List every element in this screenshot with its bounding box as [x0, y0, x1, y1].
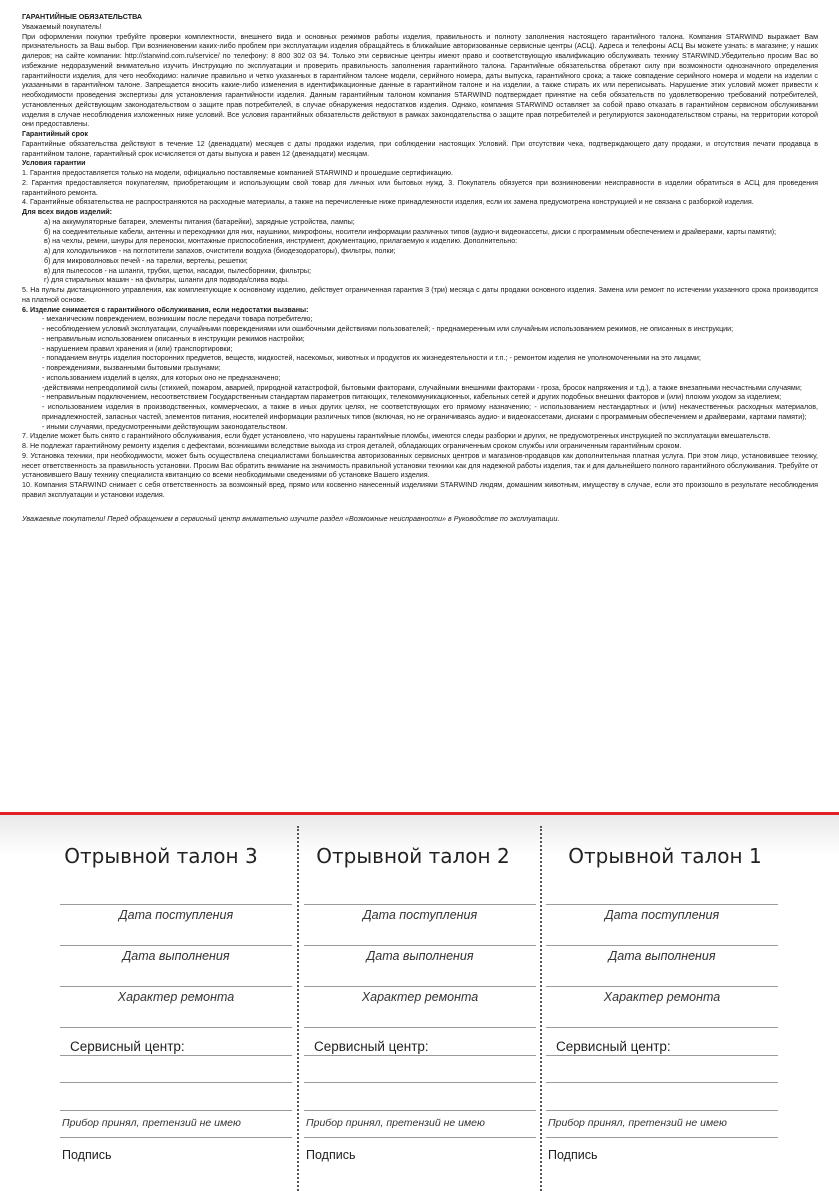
field-rule — [60, 1027, 292, 1028]
all-types-heading: Для всех видов изделий: — [22, 208, 112, 216]
signature-rule[interactable] — [546, 1137, 778, 1138]
field-rule — [60, 945, 292, 946]
exclusion-b: б) на соединительные кабели, антенны и переходники для них, наушники, микрофоны, носители информации различных типов (аудио-и видеокассеты, диски с программным обеспечением и драйверами, карты памяти); — [44, 227, 777, 236]
date-completed-label: Дата выполнения — [608, 949, 716, 963]
greeting: Уважаемый покупатель! — [22, 22, 102, 31]
service-center-label: Сервисный центр: — [70, 1039, 185, 1054]
accepted-label: Прибор принял, претензий не имею — [62, 1117, 241, 1129]
service-center-rule[interactable] — [60, 1055, 292, 1056]
field-rule — [304, 986, 536, 987]
field-rule — [304, 904, 536, 905]
field-rule — [546, 986, 778, 987]
accepted-rule[interactable] — [304, 1110, 536, 1111]
condition-9: 9. Установка техники, при необходимости, может быть осуществлена специалистами большинства авторизованных сервисных центров и магазинов-продавцов как дополнительная платная услуга. При этом лицо, установившее технику, несет ответственность за правильность установки. Просим Вас обратить внимание на значимость правильной установки техники как для надежной работы изделия, так и для дальнейшего полного гарантийного обслуживания. Требуйте от установившего Вашу технику специалиста квитанцию со всеми необходимыми сведениями об установке Вашего изделия. — [22, 451, 818, 480]
date-received-label: Дата поступления — [118, 908, 234, 922]
signature-label: Подпись — [548, 1148, 598, 1162]
condition-2: 2. Гарантия предоставляется покупателям, приобретающим и использующим свой товар для личных или бытовых нужд. 3. Покупатель обязуется при возникновении неисправности в изделии обратиться в АСЦ для проведения гарантийного ремонта. — [22, 178, 818, 197]
term-paragraph: Гарантийные обязательства действуют в течение 12 (двенадцати) месяцев с даты продажи изделия, при соблюдении настоящих Условий. При отсутствии чека, подтверждающего дату продажи, и отсутствия печати продавца в гарантийном талоне, гарантийный срок исчисляется от даты выпуска и равен 12 (двенадцати) месяцам. — [22, 139, 818, 158]
exclusion-microwave: б) для микроволновых печей - на тарелки, вертелы, решетки; — [44, 256, 248, 265]
service-center-rule[interactable] — [304, 1055, 536, 1056]
coupon-title: Отрывной талон 1 — [568, 844, 762, 868]
defect-3: - неправильным использованием описанных в инструкции режимов настройки; — [42, 334, 305, 343]
defect-1: - механическим повреждением, возникшим после передачи товара потребителю; — [42, 315, 313, 324]
condition-5: 5. На пульты дистанционного управления, как комплектующие к основному изделию, действует ограниченная гарантия 3 (три) месяца с даты продажи основного изделия. Замена или ремонт по истечении указанного срока производится на платной основе. — [22, 286, 818, 304]
field-rule — [546, 1027, 778, 1028]
condition-4: 4. Гарантийные обязательства не распространяются на расходные материалы, а также на перечисленные ниже принадлежности изделия, если их замена предусмотрена конструкцией и не связана с разборкой изделия. — [22, 198, 754, 207]
accepted-label: Прибор принял, претензий не имею — [548, 1117, 727, 1129]
exclusion-fridge: а) для холодильников - на поглотители запахов, очистители воздуха (биодезодораторы), фильтры, полки; — [44, 247, 396, 255]
defect-7: - использованием изделий в целях, для которых оно не предназначено; — [42, 373, 281, 382]
coupon-title: Отрывной талон 3 — [64, 844, 258, 868]
intro-paragraph: При оформлении покупки требуйте проверки комплектности, внешнего вида и основных режимов работы изделия, правильность и полноту заполнения настоящего гарантийного талона. Компания STARWIND выражает Вам признательность за Ваш выбор. При возникновении каких-либо проблем при эксплуатации изделия обращайтесь в ближайшие авторизованные сервисные центры (АСЦ). Адреса и телефоны АСЦ Вы можете узнать: в магазине; у наших дилеров; на сайте компании: http://starwind.com.ru/service/ по телефону: 8 800 302 03 94. Только эти сервисные центры имеют право и соответствующую квалификацию обслуживать технику STARWIND.Убедительно просим Вас во избежание недоразумений внимательно изучить Инструкцию по эксплуатации и проверить правильность заполнения гарантийного талона. Гарантийные обязательства обретают силу при возможности однозначного определения гарантийности изделия, для чего необходимо: наличие правильно и четко указанных в гарантийном талоне модели, серийного номера, даты выпуска, гарантийного срока; а также совпадение серийного номера и модели на изделии с указанными в гарантийном талоне. Запрещается вносить какие-либо изменения в идентификационные данные в гарантийном талоне и на изделии, а также стирать их или переписывать. Нарушение этих условий может привести к необходимости проведения экспертизы для установления гарантийности изделия. Данным гарантийным талоном компания STARWIND подтверждает принятие на себя обязательств по удовлетворению требований потребителей, установленных действующим законодательством о защите прав потребителей, в случае обнаружения недостатков изделия. Однако, компания STARWIND оставляет за собой право отказать в гарантийном сервисном обслуживании изделия в случае несоблюдения изложенных ниже условий. Все условия гарантийных обязательств действуют в рамках законодательства о защите прав потребителей и регулируются законодательством страны, на территории которой они предоставлены. — [22, 32, 818, 129]
repair-nature-label: Характер ремонта — [361, 990, 479, 1004]
defect-11: - иными случаями, предусмотренными действующим законодательством. — [42, 422, 288, 431]
accepted-label: Прибор принял, претензий не имею — [306, 1117, 485, 1129]
signature-rule[interactable] — [60, 1137, 292, 1138]
condition-7: 7. Изделие может быть снято с гарантийного обслуживания, если будет установлено, что нарушены гарантийные пломбы, имеются следы разборки и других, не предусмотренных инструкцией по эксплуатации вмешательств. — [22, 432, 771, 441]
condition-10: 10. Компания STARWIND снимает с себя ответственность за возможный вред, прямо или косвенно нанесенный изделиями STARWIND людям, домашним животным, имуществу в случае, если это произошло в результате несоблюдения правил эксплуатации и установки изделия. — [22, 481, 818, 499]
exclusion-v: в) на чехлы, ремни, шнуры для переноски, монтажные приспособления, инструмент, документацию, прилагаемую к изделию. Дополнительно: — [44, 237, 518, 246]
defect-9: - неправильным подключением, несоответствием Государственным стандартам параметров питающих, телекоммуникационных, кабельных сетей и других подобных внешних факторов и (или) плохим уходом за изделием; — [42, 393, 782, 402]
coupon-title: Отрывной талон 2 — [316, 844, 510, 868]
signature-label: Подпись — [62, 1148, 112, 1162]
coupon-2 — [304, 830, 546, 1190]
exclusion-vacuum: в) для пылесосов - на шланги, трубки, щетки, насадки, пылесборники, фильтры; — [44, 266, 311, 275]
condition-1: 1. Гарантия предоставляется только на модели, официально поставляемые компанией STARWIND и прошедшие сертификацию. — [22, 169, 453, 177]
field-rule — [546, 945, 778, 946]
repair-nature-label: Характер ремонта — [603, 990, 721, 1004]
service-center-rule[interactable] — [60, 1082, 292, 1083]
exclusion-washer: г) для стиральных машин - на фильтры, шланги для подвода/слива воды. — [44, 276, 290, 285]
defect-8: -действиями непреодолимой силы (стихией, пожаром, аварией, природной катастрофой, бытовыми факторами, случайными внешними факторами - гроза, бросок напряжения и т.д.), а также внезапными несчастными случаями; — [42, 383, 802, 392]
coupon-3 — [60, 830, 302, 1190]
warranty-heading: ГАРАНТИЙНЫЕ ОБЯЗАТЕЛЬСТВА — [22, 13, 143, 21]
defect-2: - несоблюдением условий эксплуатации, случайными повреждениями или ошибочными действиями пользователей; - преднамеренным или случайным использованием режимов, не описанных в инструкции; — [42, 325, 734, 333]
date-received-label: Дата поступления — [604, 908, 720, 922]
condition-8: 8. Не подлежат гарантийному ремонту изделия с дефектами, возникшими вследствие выхода из строя деталей, обладающих ограниченным сроком службы или ограниченным гарантийным сроком. — [22, 442, 682, 450]
term-heading: Гарантийный срок — [22, 130, 88, 138]
service-note: Уважаемые покупатели! Перед обращением в сервисный центр внимательно изучите раздел «Возможные неисправности» в Руководстве по эксплуатации. — [22, 514, 560, 523]
field-rule — [304, 945, 536, 946]
date-received-label: Дата поступления — [362, 908, 478, 922]
field-rule — [546, 904, 778, 905]
accepted-rule[interactable] — [60, 1110, 292, 1111]
exclusion-a: а) на аккумуляторные батареи, элементы питания (батарейки), зарядные устройства, лампы; — [44, 217, 355, 226]
field-rule — [60, 904, 292, 905]
conditions-heading: Условия гарантии — [22, 159, 86, 168]
service-center-rule[interactable] — [546, 1082, 778, 1083]
signature-rule[interactable] — [304, 1137, 536, 1138]
defect-10: - использованием изделия в производственных, коммерческих, а также в иных других целях, не соответствующих его прямому назначению; - использованием нестандартных и (или) некачественных расходных материалов, принадлежностей, запасных частей, элементов питания, носителей информации различных типов (включая, но не ограничиваясь аудио- и видеокассетами, дисками с программным обеспечением и драйверами, картами памяти); — [42, 403, 818, 421]
defect-6: - повреждениями, вызванными бытовыми грызунами; — [42, 364, 221, 372]
warranty-document — [22, 13, 818, 524]
service-center-rule[interactable] — [304, 1082, 536, 1083]
service-center-rule[interactable] — [546, 1055, 778, 1056]
field-rule — [60, 986, 292, 987]
signature-label: Подпись — [306, 1148, 356, 1162]
coupon-1 — [546, 830, 788, 1190]
condition-6: 6. Изделие снимается с гарантийного обслуживания, если недостатки вызваны: — [22, 305, 309, 314]
defect-5: - попаданием внутрь изделия посторонних предметов, веществ, жидкостей, насекомых, животных и продуктов их жизнедеятельности и т.п.; - ремонтом изделия не уполномоченными на это лицами; — [42, 354, 701, 363]
repair-nature-label: Характер ремонта — [117, 990, 235, 1004]
service-center-label: Сервисный центр: — [556, 1039, 671, 1054]
service-center-label: Сервисный центр: — [314, 1039, 429, 1054]
field-rule — [304, 1027, 536, 1028]
date-completed-label: Дата выполнения — [366, 949, 474, 963]
date-completed-label: Дата выполнения — [122, 949, 230, 963]
defect-4: - нарушением правил хранения и (или) транспортировки; — [42, 344, 233, 353]
accepted-rule[interactable] — [546, 1110, 778, 1111]
